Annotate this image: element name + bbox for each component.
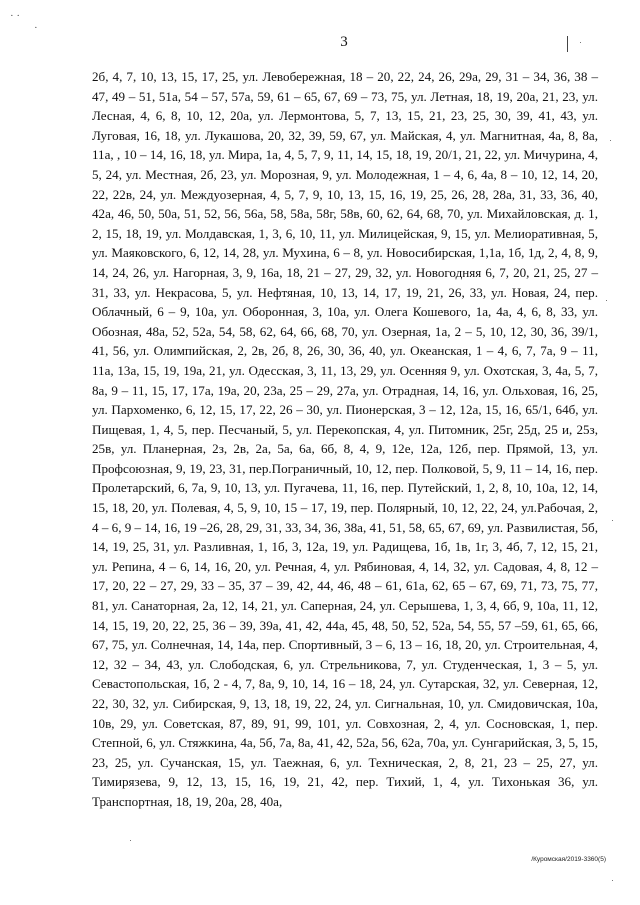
scan-mark: · · bbox=[10, 10, 21, 22]
document-code: /Куромская/2019-3360(5) bbox=[531, 856, 606, 863]
street-address-list: 2б, 4, 7, 10, 13, 15, 17, 25, ул. Левобережная, 18 – 20, 22, 24, 26, 29а, 29, 31 – 34, 36, 38 – 47, 49 – 51, 51а, 54 – 57, 57а, 59, 61 – 65, 67, 69 – 73, 75, ул. Летная, 18, 19, 20а, 21, 23, ул. Лесная, 4, 6, 8, 10, 12, 20а, ул. Лермонтова, 5, 7, 13, 15, 21, 23, 25, 30, 39, 41, 43, ул. Луговая, 16, 18, ул. Лукашова, 20, 32, 39, 59, 67, ул. Майская, 4, ул. Магнитная, 4а, 8, 8а, 11а, , 10 – 14, 16, 18, ул. Мира, 1а, 4, 5, 7, 9, 11, 14, 15, 18, 19, 20/1, 21, 22, ул. Мичурина, 4, 5, 24, ул. Местная, 2б, 23, ул. Морозная, 9, ул. Молодежная, 1 – 4, 6, 4а, 8 – 10, 12, 14, 20, 22, 22в, 24, ул. Междуозерная, 4, 5, 7, 9, 10, 13, 15, 16, 19, 25, 26, 28, 28а, 31, 33, 36, 40, 42а, 46, 50, 50а, 51, 52, 56, 56а, 58, 58а, 58г, 58в, 60, 62, 64, 68, 70, ул. Михайловская, д. 1, 2, 15, 18, 19, ул. Молдавская, 1, 3, 6, 10, 11, ул. Милицейская, 9, 15, ул. Мелиоративная, 5, ул. Маяковского, 6, 12, 14, 28, ул. Мухина, 6 – 8, ул. Новосибирская, 1,1а, 1б, 1д, 2, 4, 8, 9, 14, 24, 26, ул. Нагорная, 3, 9, 16а, 18, 21 – 27, 29, 32, ул. Новогодняя 6, 7, 20, 21, 25, 27 – 31, 33, ул. Некрасова, 5, ул. Нефтяная, 10, 13, 14, 17, 19, 21, 26, 33, ул. Новая, 24, пер. Облачный, 6 – 9, 10а, ул. Оборонная, 3, 10а, ул. Олега Кошевого, 1а, 4а, 4, 6, 8, 33, ул. Обозная, 48а, 52, 52а, 54, 58, 62, 64, 66, 68, 70, ул. Озерная, 1а, 2 – 5, 10, 12, 30, 36, 39/1, 41, 56, ул. Олимпийская, 2, 2в, 2б, 8, 26, 30, 36, 40, ул. Океанская, 1 – 4, 6, 7, 7а, 9 – 11, 11а, 13а, 15, 19, 19а, 21, ул. Одесская, 3, 11, 13, 29, ул. Осенняя 9, ул. Охотская, 3, 4а, 5, 7, 8а, 9 – 11, 15, 17, 17а, 19а, 20, 23а, 25 – 29, 27а, ул. Отрадная, 14, 16, ул. Ольховая, 16, 25, ул. Пархоменко, 6, 12, 15, 17, 22, 26 – 30, ул. Пионерская, 3 – 12, 12а, 15, 16, 65/1, 64б, ул. Пищевая, 1, 4, 5, пер. Песчаный, 5, ул. Перекопская, 4, ул. Питомник, 25г, 25д, 25 и, 25з, 25в, ул. Планерная, 2з, 2в, 2а, 5а, 6а, 6б, 8, 4, 9, 12е, 12а, 12б, пер. Прямой, 13, ул. Профсоюзная, 9, 19, 23, 31, пер.Пограничный, 10, 12, пер. Полковой, 5, 9, 11 – 14, 16, пер. Пролетарский, 6, 7а, 9, 10, 13, ул. Пугачева, 11, 16, пер. Путейский, 1, 2, 8, 10, 10а, 12, 14, 15, 18, 20, ул. Полевая, 4, 5, 9, 10, 15 – 17, 19, пер. Полярный, 10, 12, 22, 24, ул.Рабочая, 2, 4 – 6, 9 – 14, 16, 19 –26, 28, 29, 31, 33, 34, 36, 38а, 41, 51, 58, 65, 67, 69, ул. Развилистая, 5б, 14, 19, 25, 31, ул. Разливная, 1, 1б, 3, 12а, 19, ул. Радищева, 1б, 1в, 1г, 3, 4б, 7, 12, 15, 21, ул. Репина, 4 – 6, 14, 16, 20, ул. Речная, 4, ул. Рябиновая, 4, 14, 32, ул. Садовая, 4, 8, 12 – 17, 20, 22 – 27, 29, 33 – 35, 37 – 39, 42, 44, 46, 48 – 61, 61а, 62, 65 – 67, 69, 71, 73, 75, 77, 81, ул. Санаторная, 2а, 12, 14, 21, ул. Саперная, 24, ул. Серышева, 1, 3, 4, 6б, 9, 10а, 11, 12, 14, 15, 19, 20, 22, 25, 36 – 39, 39а, 41, 42, 44а, 45, 48, 50, 52, 52а, 54, 55, 57 –59, 61, 65, 66, 67, 75, ул. Солнечная, 14, 14а, пер. Спортивный, 3 – 6, 13 – 16, 18, 20, ул. Строительная, 4, 12, 32 – 34, 43, ул. Слободская, 6, ул. Стрельникова, 7, ул. Студенческая, 1, 3 – 5, ул. Севастопольская, 1б, 2 - 4, 7, 8а, 9, 10, 14, 16 – 18, 24, ул. Сутарская, 32, ул. Северная, 12, 22, 30, 32, ул. Сибирская, 9, 13, 18, 19, 22, 24, ул. Сигнальная, 10, ул. Смидовичская, 10а, 10в, 29, ул. Советская, 87, 89, 91, 99, 101, ул. Совхозная, 2, 4, ул. Сосновская, 1, пер. Степной, 6, ул. Стяжкина, 4а, 5б, 7а, 8а, 41, 42, 52а, 56, 62а, 70а, ул. Сунгарийская, 3, 5, 15, 23, 25, ул. Сучанская, 15, ул. Таежная, 6, ул. Техническая, 2, 8, 21, 23 – 25, 27, ул. Тимирязева, 9, 12, 13, 15, 16, 19, 21, 42, пер. Тихий, 1, 4, ул. Тихонькая 36, ул. Транспортная, 18, 19, 20а, 28, 40а, bbox=[92, 69, 598, 809]
scan-speck bbox=[610, 140, 611, 141]
scan-mark: · bbox=[34, 22, 38, 34]
scan-speck bbox=[606, 300, 607, 301]
scan-speck bbox=[612, 520, 613, 521]
scan-speck bbox=[130, 840, 131, 841]
page-number: 3 bbox=[340, 34, 348, 50]
scan-speck bbox=[612, 880, 613, 881]
